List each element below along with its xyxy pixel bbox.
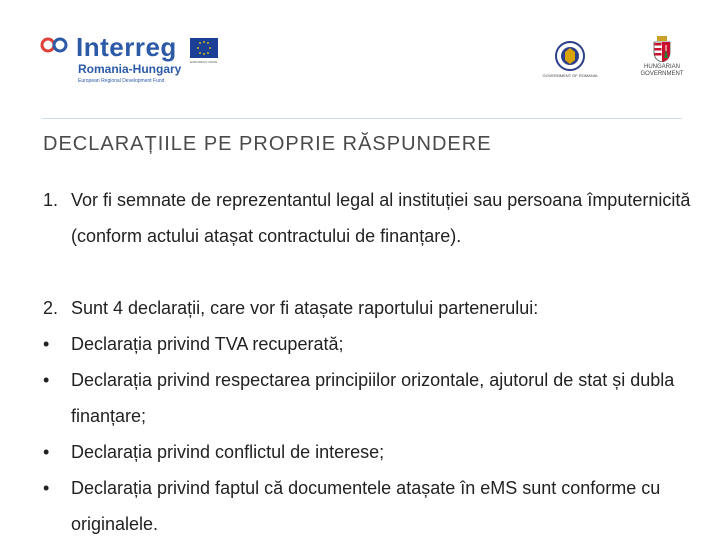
list-marker: • [43,478,50,498]
slide-title: DECLARAȚIILE PE PROPRIE RĂSPUNDERE [43,133,492,155]
fund-name: European Regional Development Fund [78,78,165,84]
list-item-text: Declarația privind TVA recuperată; [71,334,344,354]
list-marker: • [43,334,50,354]
list-item-text: Declarația privind faptul că documentele atașate în eMS sunt conforme cu originalele. [71,478,661,534]
list-marker: 2. [43,298,59,318]
list-marker: • [43,442,50,462]
eu-caption: EUROPEAN UNION [190,60,218,64]
program-name: Romania-Hungary [78,62,182,76]
list-item-text: Sunt 4 declarații, care vor fi atașate raportului partenerului: [71,298,539,318]
list-item-text: Declarația privind respectarea principiilor orizontale, ajutorul de stat și dubla finanțare; [71,370,675,426]
list-marker: • [43,370,50,390]
list-item-text: Vor fi semnate de reprezentantul legal al instituției sau persoana împuternicită (conform actului atașat contractului de finanțare). [71,190,691,246]
romania-caption: GOVERNMENT OF ROMANIA [542,73,598,78]
interreg-wordmark: Interreg [76,32,177,62]
list-item-text: Declarația privind conflictul de interese; [71,442,385,462]
hungary-caption: HUNGARIAN GOVERNMENT [640,64,684,77]
list-marker: 1. [43,190,59,210]
